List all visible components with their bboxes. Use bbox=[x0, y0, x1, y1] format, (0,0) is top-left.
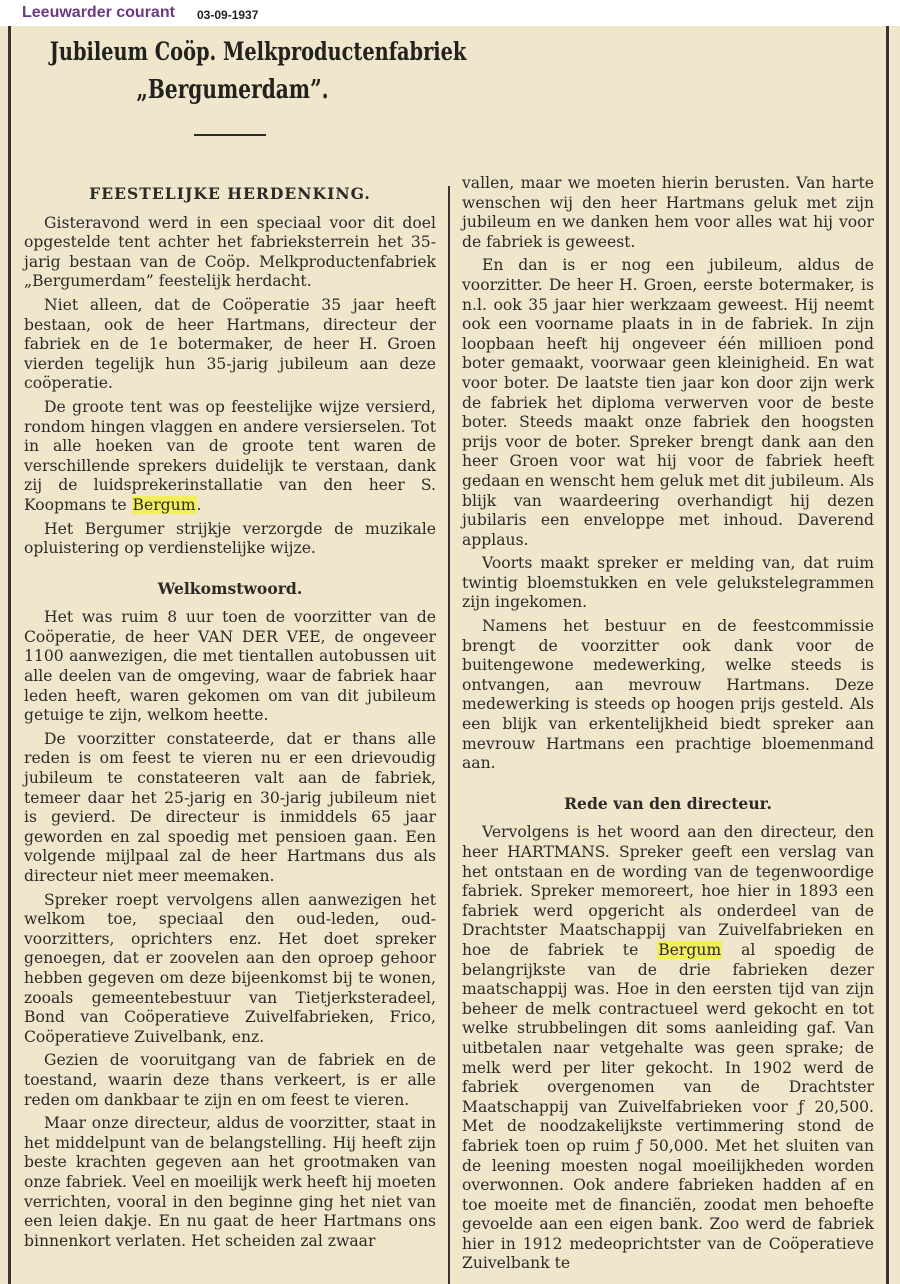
paragraph: Voorts maakt spreker er melding van, dat ruim twintig bloemstukken en vele gelukstelegrammen zijn ingekomen. bbox=[462, 554, 874, 612]
paragraph: Gezien de vooruitgang van de fabriek en de toestand, waarin deze thans verkeert, is er alle reden om dankbaar te zijn en om feest te vieren. bbox=[24, 1051, 436, 1109]
headline-line-2: „Bergumerdam”. bbox=[136, 75, 329, 105]
paragraph-text: Vervolgens is het woord aan den directeur, den heer HARTMANS. Spreker geeft een verslag van het ontstaan en de wording van de tegenwoordige fabriek. Spreker memoreert, hoe hier in 1893 een fabriek werd opgericht als onderdeel van de Drachtster Maatschappij van Zuivelfabrieken en hoe de fabriek te bbox=[462, 823, 874, 959]
paragraph-text: . bbox=[196, 495, 202, 514]
right-border-rule bbox=[886, 26, 889, 1284]
source-header bbox=[0, 0, 900, 26]
paragraph bbox=[24, 398, 436, 516]
paragraph-text: al spoedig de belangrijkste van de drie fabrieken dezer maatschappij was. Hoe in den eersten tijd van zijn beheer de melk contractueel werd gekocht en tot welke strubbelingen dit soms aanleiding gaf. Van uitbetalen naar vetgehalte was geen sprake; de melk werd per liter gekocht. In 1902 werd de fabriek overgenomen van de Drachtster Maatschappij van Zuivelfabrieken voor ƒ 20,500. Met de noodzakelijkste vertimmering stond de fabriek toen op ruim ƒ 50,000. Met het sluiten van de leening moesten nogal moeilijkheden worden overwonnen. Ook andere fabrieken hadden af en toe moeite met de financiën, zoodat men behoefte gevoelde aan een eigen bank. Zoo werd de fabriek hier in 1912 medeoprichtster van de Coöperatieve Zuivelbank te bbox=[462, 940, 874, 1273]
highlighted-search-term: Bergum bbox=[658, 940, 722, 959]
publication-date: 03-09-1937 bbox=[197, 8, 259, 22]
section-heading-feestelijke-herdenking: FEESTELIJKE HERDENKING. bbox=[89, 184, 371, 203]
column-divider bbox=[448, 186, 450, 1284]
paragraph: Gisteravond werd in een speciaal voor dit doel opgestelde tent achter het fabrieksterrein het 35-jarig bestaan van de Coöp. Melkproductenfabriek „Bergumerdam” feestelijk herdacht. bbox=[24, 213, 436, 291]
paragraph: Namens het bestuur en de feestcommissie brengt de voorzitter ook dank voor de buitengewone medewerking, welke steeds is ontvangen, aan mevrouw Hartmans. Deze medewerking is steeds op hoogen prijs gesteld. Als een blijk van erkentelijkheid biedt spreker aan mevrouw Hartmans een prachtige bloemenmand aan. bbox=[462, 617, 874, 773]
paragraph bbox=[462, 823, 874, 1274]
paragraph: Spreker roept vervolgens allen aanwezigen het welkom toe, speciaal den oud-leden, oud-voorzitters, oprichters enz. Het doet spreker genoegen, dat er zoovelen aan den oproep gehoor hebben gegeven om deze bijeenkomst bij te wonen, zooals gemeentebestuur van Tietjerksteradeel, Bond van Coöperatieve Zuivelfabrieken, Frico, Coöperatieve Zuivelbank, enz. bbox=[24, 890, 436, 1046]
paragraph: Niet alleen, dat de Coöperatie 35 jaar heeft bestaan, ook de heer Hartmans, directeur der fabriek en de 1e botermaker, de heer H. Groen vierden tegelijk hun 35-jarig jubileum aan deze coöperatie. bbox=[24, 295, 436, 393]
paragraph: Het Bergumer strijkje verzorgde de muzikale opluistering op verdienstelijke wijze. bbox=[24, 519, 436, 558]
paragraph: De voorzitter constateerde, dat er thans alle reden is om feest te vieren nu er een drievoudig jubileum te constateeren valt aan de fabriek, temeer daar het 25-jarig en 30-jarig jubileum niet is gevierd. De directeur is inmiddels 65 jaar geworden en zal spoedig met pensioen gaan. Een volgende mijlpaal zal de heer Hartmans dus als directeur niet meer meemaken. bbox=[24, 729, 436, 885]
left-border-rule bbox=[8, 26, 11, 1284]
headline-line-1: Jubileum Coöp. Melkproductenfabriek bbox=[49, 37, 467, 66]
newspaper-name: Leeuwarder courant bbox=[22, 4, 175, 21]
article-column-1 bbox=[24, 184, 436, 1255]
paragraph: Maar onze directeur, aldus de voorzitter, staat in het middelpunt van de belangstelling. Hij heeft zijn beste krachten gegeven aan het grootmaken van onze fabriek. Veel en moeilijk werk heeft hij moeten verrichten, vooral in den beginne ging het niet van een leien dakje. En nu gaat de heer Hartmans ons binnenkort verlaten. Het scheiden zal zwaar bbox=[24, 1114, 436, 1250]
paragraph: Het was ruim 8 uur toen de voorzitter van de Coöperatie, de heer VAN DER VEE, de ongeveer 1100 aanwezigen, die met tientallen autobussen uit alle deelen van de omgeving, waar de fabriek haar leden heeft, waren gekomen om van dit jubileum getuige te zijn, welkom heette. bbox=[24, 608, 436, 725]
article-headline bbox=[20, 26, 467, 110]
section-heading-welkomstwoord: Welkomstwoord. bbox=[157, 578, 303, 598]
highlighted-search-term: Bergum bbox=[132, 495, 196, 514]
article-column-2 bbox=[462, 174, 874, 1278]
newspaper-clipping bbox=[0, 26, 900, 1284]
paragraph-text: De groote tent was op feestelijke wijze versierd, rondom hingen vlaggen en andere versierselen. Tot in alle hoeken van de groote tent waren de verschillende sprekers duidelijk te verstaan, dank zij de luidsprekerinstallatie van den heer S. Koopmans te bbox=[24, 397, 436, 514]
paragraph: En dan is er nog een jubileum, aldus de voorzitter. De heer H. Groen, eerste botermaker, is n.l. ook 35 jaar hier werkzaam geweest. Hij neemt ook een voorname plaats in in de fabriek. In zijn loopbaan heeft hij ongeveer één millioen pond boter gemaakt, voorwaar geen kleinigheid. En wat voor boter. De laatste tien jaar kon door zijn werk de fabriek het diploma verwerven voor de beste boter. Steeds maakt onze fabriek den hoogsten prijs voor de boter. Spreker brengt dank aan den heer Groen voor wat hij voor de fabriek heeft gedaan en wenscht hem geluk met dit jubileum. Als blijk van waardeering overhandigt hij dezen jubilaris een enveloppe met inhoud. Daverend applaus. bbox=[462, 256, 874, 549]
paragraph: vallen, maar we moeten hierin berusten. Van harte wenschen wij den heer Hartmans geluk met zijn jubileum en we danken hem voor alles wat hij voor de fabriek is geweest. bbox=[462, 174, 874, 251]
headline-divider bbox=[194, 134, 266, 136]
section-heading-rede-van-den-directeur: Rede van den directeur. bbox=[564, 793, 772, 813]
